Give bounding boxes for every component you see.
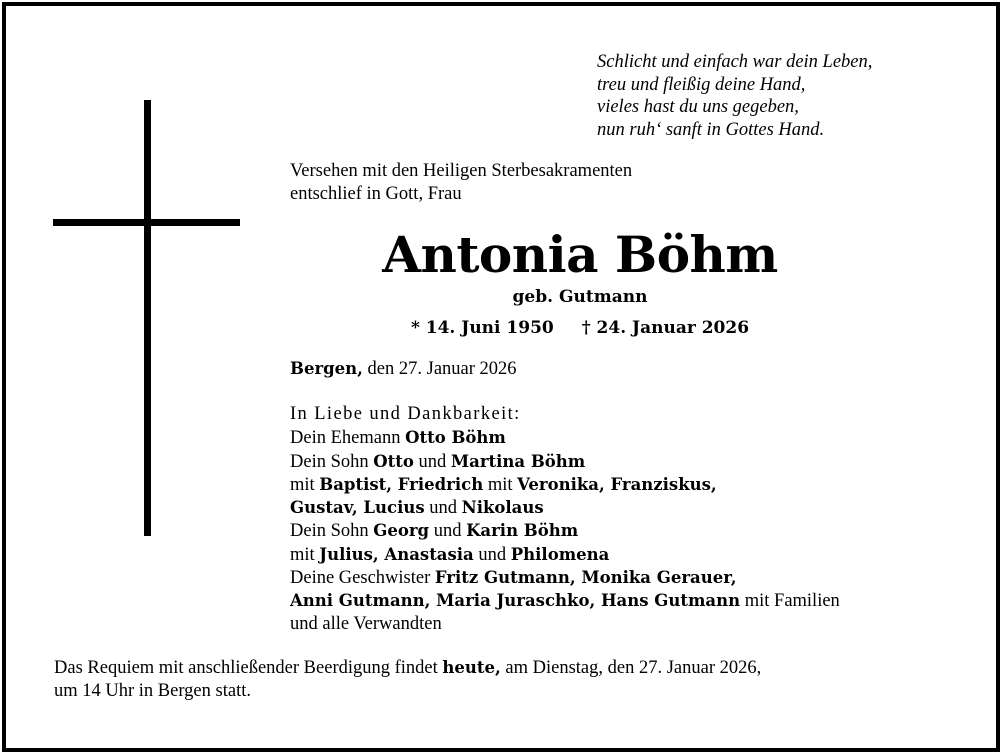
mourner-text: und bbox=[413, 451, 451, 472]
mourner-line bbox=[290, 543, 840, 566]
deceased-name: Antonia Böhm bbox=[382, 225, 778, 284]
mourner-text: mit bbox=[290, 474, 320, 495]
poem-line: nun ruh‘ sanft in Gottes Hand. bbox=[597, 119, 825, 140]
service-announcement bbox=[54, 656, 761, 703]
birth-date: * 14. Juni 1950 bbox=[410, 318, 554, 338]
mourner-text: mit bbox=[483, 474, 518, 495]
mourner-text: und bbox=[473, 544, 511, 565]
mourner-text: und alle Verwandten bbox=[290, 613, 442, 634]
mourner-name: Otto Böhm bbox=[405, 428, 506, 448]
mourner-text: mit Familien bbox=[740, 591, 840, 612]
poem-line: vieles hast du uns gegeben, bbox=[597, 97, 799, 117]
mourner-line bbox=[290, 519, 840, 542]
service-text: am Dienstag, den 27. Januar 2026, bbox=[500, 658, 762, 678]
mourner-name: Otto bbox=[373, 451, 414, 471]
mourner-name: Martina Böhm bbox=[450, 451, 586, 471]
mourner-line bbox=[290, 613, 840, 636]
mourner-name: Anni Gutmann, Maria Juraschko, Hans Gutmann bbox=[290, 591, 741, 611]
mourner-line bbox=[290, 473, 840, 496]
mourner-line bbox=[290, 426, 840, 449]
death-date: † 24. Januar 2026 bbox=[581, 318, 750, 338]
service-text: Das Requiem mit anschließender Beerdigung findet bbox=[54, 658, 443, 678]
intro-line: Versehen mit den Heiligen Sterbesakramenten bbox=[290, 161, 633, 181]
mourner-name: Julius, Anastasia bbox=[319, 544, 474, 564]
date: den 27. Januar 2026 bbox=[362, 359, 517, 379]
mourner-line bbox=[290, 496, 840, 519]
mourner-text: mit bbox=[290, 544, 320, 565]
poem bbox=[597, 51, 872, 141]
mourner-text: Dein Sohn bbox=[290, 521, 374, 542]
birth-name: geb. Gutmann bbox=[512, 287, 648, 307]
life-dates bbox=[0, 316, 1000, 340]
poem-line: treu und fleißig deine Hand, bbox=[597, 74, 806, 95]
mourners-heading: In Liebe und Dankbarkeit: bbox=[290, 404, 521, 424]
mourner-name: Karin Böhm bbox=[466, 521, 579, 541]
intro-line: entschlief in Gott, Frau bbox=[290, 184, 462, 204]
service-line: um 14 Uhr in Bergen statt. bbox=[54, 681, 251, 701]
service-line bbox=[54, 656, 761, 680]
mourner-name: Baptist, Friedrich bbox=[319, 474, 484, 494]
place-date bbox=[290, 357, 517, 381]
mourner-name: Georg bbox=[373, 521, 430, 541]
mourner-name: Gustav, Lucius bbox=[290, 498, 425, 518]
mourner-name: Nikolaus bbox=[461, 498, 544, 518]
mourner-text: Dein Ehemann bbox=[290, 428, 406, 449]
mourners-list bbox=[290, 403, 840, 636]
mourner-name: Philomena bbox=[510, 544, 610, 564]
mourner-line bbox=[290, 589, 840, 612]
mourner-text: und bbox=[429, 521, 467, 542]
mourner-line bbox=[290, 566, 840, 589]
mourner-name: Fritz Gutmann, Monika Gerauer, bbox=[434, 568, 737, 588]
poem-line: Schlicht und einfach war dein Leben, bbox=[597, 52, 873, 72]
place: Bergen, bbox=[290, 359, 363, 378]
mourner-text: und bbox=[424, 498, 462, 519]
mourner-name: Veronika, Franziskus, bbox=[517, 474, 717, 494]
intro-text bbox=[290, 160, 632, 206]
mourner-text: Deine Geschwister bbox=[290, 568, 435, 589]
service-emphasis: heute, bbox=[442, 658, 501, 677]
mourner-line bbox=[290, 450, 840, 473]
mourner-text: Dein Sohn bbox=[290, 451, 374, 472]
